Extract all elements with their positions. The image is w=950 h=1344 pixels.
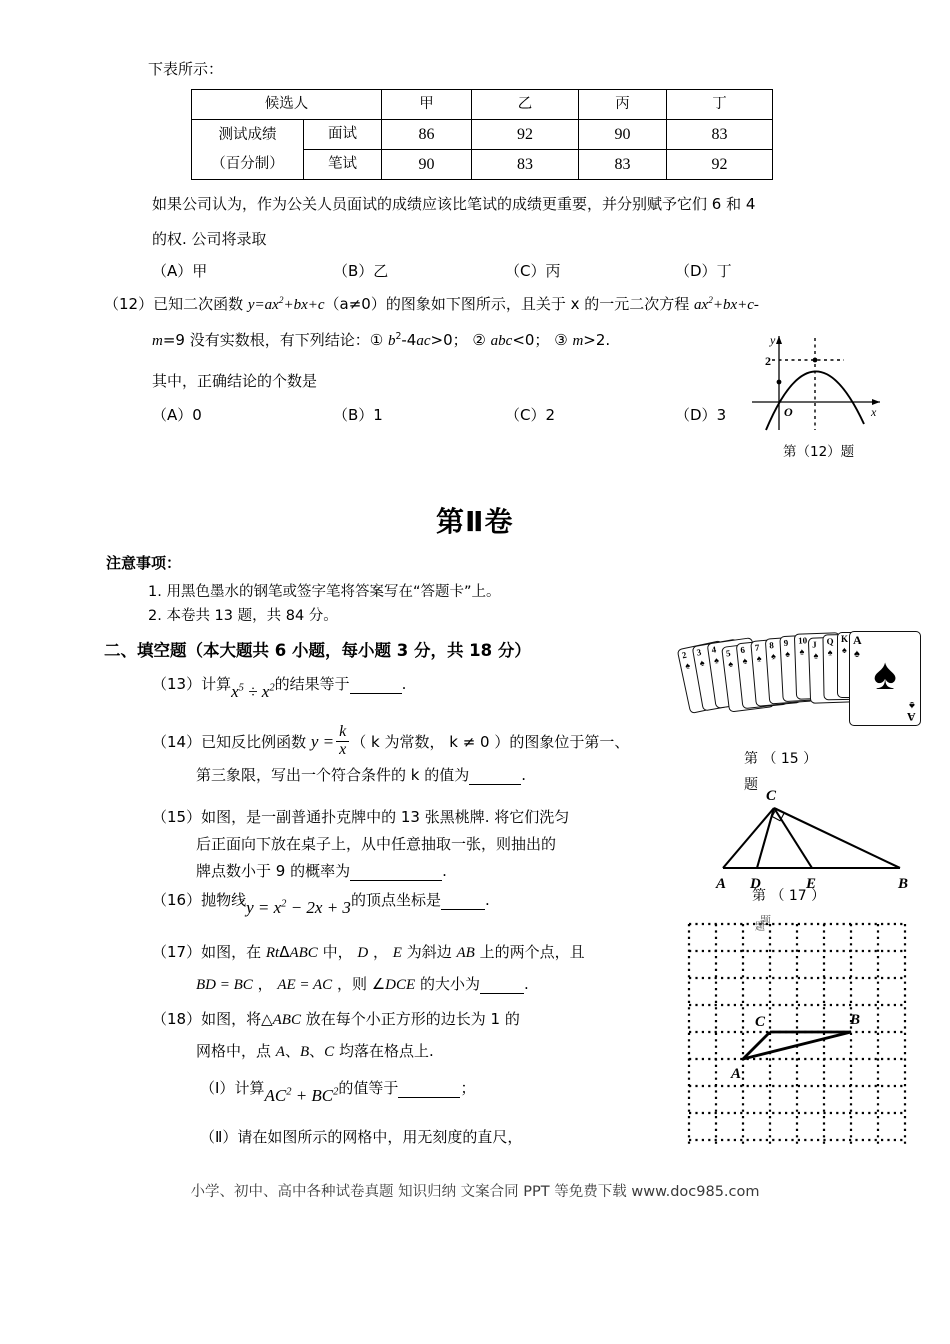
q12-option-c-text: 2	[545, 406, 556, 424]
q12-option-d-tag: （D）	[675, 406, 717, 424]
q17-line2-text: BD = BC ， AE = AC ，则 ∠DCE 的大小为	[196, 975, 480, 993]
q14-text-a: 已知反比例函数	[201, 732, 311, 751]
q12-option-b[interactable]	[333, 404, 383, 425]
q14-number: （14）	[152, 732, 202, 751]
table-cell-0-1: 92	[472, 120, 579, 150]
q16-text-a: 抛物线	[201, 891, 247, 909]
q18-line2-text: 网格中，点 A、B、C 均落在格点上.	[196, 1042, 434, 1060]
q15-figure-caption-line2: 题	[744, 777, 758, 793]
parabola-svg	[748, 330, 888, 435]
q14-text-b: （ k 为常数， k ≠ 0 ）的图象位于第一、	[351, 732, 630, 751]
q16-formula: $y = x^2 - 2x + 3$	[246, 898, 351, 917]
q12-conclusion-1: ① $b^2-4ac>0$；	[369, 331, 468, 349]
q12-option-d[interactable]	[675, 404, 726, 425]
spade-icon: ♠	[684, 660, 691, 671]
q17-line2	[196, 973, 529, 994]
q14-line2-text: 第三象限，写出一个符合条件的 k 的值为	[196, 766, 470, 784]
spade-icon: ♠	[713, 655, 720, 666]
table-cell-0-2: 90	[579, 120, 667, 150]
table-cell-0-3: 83	[667, 120, 773, 150]
grid-label-C: C	[755, 1014, 766, 1030]
q12-number: （12）	[104, 295, 154, 313]
q12-parabola-figure	[748, 330, 888, 435]
q11-option-c-tag: （C）	[505, 262, 546, 280]
q12-conclusion-2: ② abc<0；	[472, 331, 550, 349]
q15-end: .	[442, 862, 447, 880]
q13-text-b: 的结果等于	[274, 675, 350, 693]
grid-label-B: B	[850, 1012, 861, 1028]
q12-line1-a: 已知二次函数	[153, 295, 248, 313]
card-2-label: 2	[680, 649, 688, 661]
q18-figure-caption: 题	[755, 922, 765, 933]
q15-figure-caption-line1: 第 （ 15 ）	[744, 751, 818, 767]
q12-option-b-tag: （B）	[333, 406, 374, 424]
q12-option-c-tag: （C）	[505, 406, 546, 424]
q12-conclusion-3: ③ m>2.	[554, 331, 611, 349]
grid-svg	[683, 918, 933, 1150]
notes-heading: 注意事项：	[106, 554, 182, 572]
q18-line1	[152, 1008, 520, 1029]
q14-fraction-numerator: k	[336, 724, 349, 742]
q12-option-d-text: 3	[716, 406, 727, 424]
q14-line2	[196, 764, 526, 785]
q11-option-c-text: 丙	[545, 262, 561, 280]
q17-end: .	[523, 975, 529, 993]
card-5-label: 5	[725, 647, 732, 659]
q12-line2	[152, 329, 610, 350]
q12-line3: 其中，正确结论的个数是	[152, 372, 318, 390]
q14-formula-lhs: y =	[310, 731, 335, 751]
q17-figure-caption2: 题	[760, 914, 771, 927]
q18-sub1-answer-blank[interactable]	[398, 1084, 460, 1098]
part2-title: 第Ⅱ卷	[436, 505, 514, 538]
q12-formula-2: $ax^2+bx+c-$	[694, 296, 759, 313]
q11-option-b-tag: （B）	[333, 262, 374, 280]
q18-sub1-formula: $AC^2 + BC^2$	[264, 1086, 339, 1105]
table-row-group-label	[192, 120, 304, 180]
q11-option-a-tag: （A）	[152, 262, 193, 280]
card-3-label: 3	[695, 646, 703, 658]
spade-icon: ♠	[784, 648, 791, 659]
section-heading-fill-in-blank: 二、填空题（本大题共 6 小题，每小题 3 分，共 18 分）	[104, 641, 531, 660]
q15-playing-cards-figure	[680, 630, 941, 740]
table-cell-1-1: 83	[472, 150, 579, 180]
q18-sub1-tag: （Ⅰ）	[200, 1079, 235, 1097]
card-Q-label: Q	[826, 636, 834, 647]
card-A-label: A	[853, 633, 862, 647]
table-cell-1-2: 83	[579, 150, 667, 180]
table-cell-1-0: 90	[382, 150, 472, 180]
q11-option-d-tag: （D）	[675, 262, 717, 280]
x-axis-label: x	[871, 405, 877, 419]
q14-line1	[152, 725, 629, 760]
label-C: C	[766, 788, 777, 804]
triangle-svg	[700, 782, 930, 894]
q18-grid-figure	[683, 918, 933, 1150]
q14-fraction-denominator: x	[339, 740, 347, 758]
q12-option-c[interactable]	[505, 404, 555, 425]
origin-label: O	[784, 405, 793, 419]
intro-line: 下表所示：	[148, 60, 224, 78]
card-K-label: K	[841, 634, 849, 644]
card-J-label: J	[811, 639, 817, 650]
q11-option-a[interactable]	[152, 260, 207, 281]
q18-sub1-end: ；	[460, 1079, 476, 1097]
q14-answer-blank[interactable]	[469, 771, 521, 785]
q11-option-a-text: 甲	[192, 262, 208, 280]
q15-line1-text: 如图，是一副普通扑克牌中的 13 张黑桃牌. 将它们洗匀	[201, 808, 570, 826]
table-row	[192, 120, 773, 150]
spade-icon: ♠	[827, 647, 833, 658]
card-10-label: 10	[797, 635, 808, 646]
q16	[152, 889, 490, 917]
card-8-label: 8	[768, 640, 775, 651]
q18-sub1-text-b: 的值等于	[338, 1079, 399, 1097]
q17-line1-text: 如图，在 RtΔABC 中， D ， E 为斜边 AB 上的两个点，且	[201, 943, 585, 961]
q15-line1	[152, 806, 569, 827]
q11-body-line2: 的权. 公司将录取	[152, 230, 267, 248]
table-header-candidate-0: 甲	[382, 90, 472, 120]
q15-number: （15）	[152, 808, 202, 826]
q11-option-b[interactable]	[333, 260, 388, 281]
table-header-candidate-3: 丁	[667, 90, 773, 120]
note-item-2: 2. 本卷共 13 题，共 84 分。	[148, 608, 338, 624]
q16-number: （16）	[152, 891, 202, 909]
q13-number: （13）	[152, 675, 202, 693]
q12-option-a[interactable]	[152, 404, 202, 425]
note-item-1: 1. 用黑色墨水的钢笔或签字笔将答案写在“答题卡”上。	[148, 584, 501, 600]
table-row-header	[192, 90, 773, 120]
q12-line1-b: （a≠0）的图象如下图所示，且关于 x 的一元二次方程	[324, 295, 695, 313]
q11-option-b-text: 乙	[373, 262, 389, 280]
q12-line2-a: =9 没有实数根，有下列结论：	[162, 331, 370, 349]
q13-answer-blank[interactable]	[350, 680, 402, 694]
table-row-label-0: 面试	[304, 120, 382, 150]
q11-body-line1: 如果公司认为，作为公关人员面试的成绩应该比笔试的成绩更重要，并分别赋予它们 6 和 4	[152, 195, 756, 213]
page-footer: 小学、初中、高中各种试卷真题 知识归纳 文案合同 PPT 等免费下载 www.doc985.com	[190, 1184, 760, 1200]
q18-line2	[196, 1040, 434, 1061]
spade-icon: ♠	[842, 645, 847, 655]
table-header-candidate-2: 丙	[579, 90, 667, 120]
card-9-label: 9	[783, 637, 789, 649]
q12-option-b-text: 1	[373, 406, 383, 424]
spade-icon: ♠	[770, 650, 777, 662]
q13	[152, 673, 407, 701]
q17-triangle-figure	[700, 782, 930, 894]
label-A: A	[716, 876, 727, 892]
spade-icon: ♠	[756, 653, 762, 664]
spade-large-icon: ♠	[873, 649, 897, 699]
q12-figure-caption: 第（12）题	[783, 444, 855, 460]
triangle-abc	[743, 1032, 851, 1059]
q16-answer-blank[interactable]	[441, 896, 485, 910]
q18-sub1	[200, 1077, 476, 1105]
q18-sub2	[200, 1126, 522, 1147]
table-cell-0-0: 86	[382, 120, 472, 150]
card-A-label-bottom: A	[907, 710, 916, 724]
q18-sub1-text-a: 计算	[234, 1079, 265, 1097]
q18-sub2-tag: （Ⅱ）	[200, 1128, 238, 1146]
q12-option-a-tag: （A）	[152, 406, 193, 424]
spade-icon: ♠	[727, 658, 734, 670]
y-tick-2: 2	[765, 354, 771, 368]
q18-sub2-text: 请在如图所示的网格中，用无刻度的直尺，	[237, 1128, 523, 1146]
q11-option-d[interactable]	[675, 260, 732, 281]
card-6-label: 6	[739, 644, 746, 656]
q17-line1	[152, 941, 585, 962]
q17-answer-blank[interactable]	[480, 980, 524, 994]
q12-line1	[104, 293, 759, 314]
q11-option-d-text: 丁	[716, 262, 732, 280]
q15-line3	[196, 860, 447, 881]
table-header-candidate-1: 乙	[472, 90, 579, 120]
q15-line3-text: 牌点数小于 9 的概率为	[196, 862, 351, 880]
q18-line1-text: 如图，将△ABC 放在每个小正方形的边长为 1 的	[201, 1010, 520, 1028]
label-D: D	[750, 876, 761, 892]
q15-line2: 后正面向下放在桌子上，从中任意抽取一张，则抽出的	[196, 835, 557, 853]
label-B: B	[898, 876, 909, 892]
q16-text-b: 的顶点坐标是	[350, 891, 441, 909]
spade-icon: ♠	[742, 655, 748, 666]
group-label-line2: （百分制）	[211, 155, 284, 172]
q14-fraction	[336, 724, 349, 759]
grid-lines	[689, 924, 905, 1144]
q15-answer-blank[interactable]	[350, 867, 442, 881]
group-label-line1: 测试成绩	[218, 126, 277, 143]
q14-end: .	[521, 766, 527, 784]
q12-option-a-text: 0	[192, 406, 202, 424]
table-header-candidate: 候选人	[192, 90, 382, 120]
card-4-label: 4	[710, 644, 717, 655]
y-axis-label: y	[770, 333, 776, 347]
q13-end: .	[401, 675, 407, 693]
q18-number: （18）	[152, 1010, 202, 1028]
spade-icon: ♠	[813, 650, 819, 661]
table-row-label-1: 笔试	[304, 150, 382, 180]
q16-end: .	[484, 891, 490, 909]
spade-icon: ♠	[799, 646, 805, 657]
q13-text-a: 计算	[201, 675, 232, 693]
q17-figure-caption: 第 （ 17 ）	[752, 888, 826, 904]
candidate-score-table	[191, 89, 773, 180]
table-cell-1-3: 92	[667, 150, 773, 180]
q12-line2-formula: m	[152, 333, 163, 349]
q11-option-c[interactable]	[505, 260, 561, 281]
card-A	[849, 631, 921, 726]
spade-icon: ♠	[909, 699, 915, 711]
label-E: E	[806, 876, 817, 892]
spade-icon: ♠	[854, 648, 860, 660]
q17-number: （17）	[152, 943, 202, 961]
q12-formula-1: $y=ax^2+bx+c$	[247, 296, 325, 313]
card-7-label: 7	[754, 642, 760, 653]
q13-formula: $x^5 \div x^2$	[231, 682, 275, 701]
spade-icon: ♠	[698, 657, 706, 669]
grid-label-A: A	[731, 1066, 742, 1082]
